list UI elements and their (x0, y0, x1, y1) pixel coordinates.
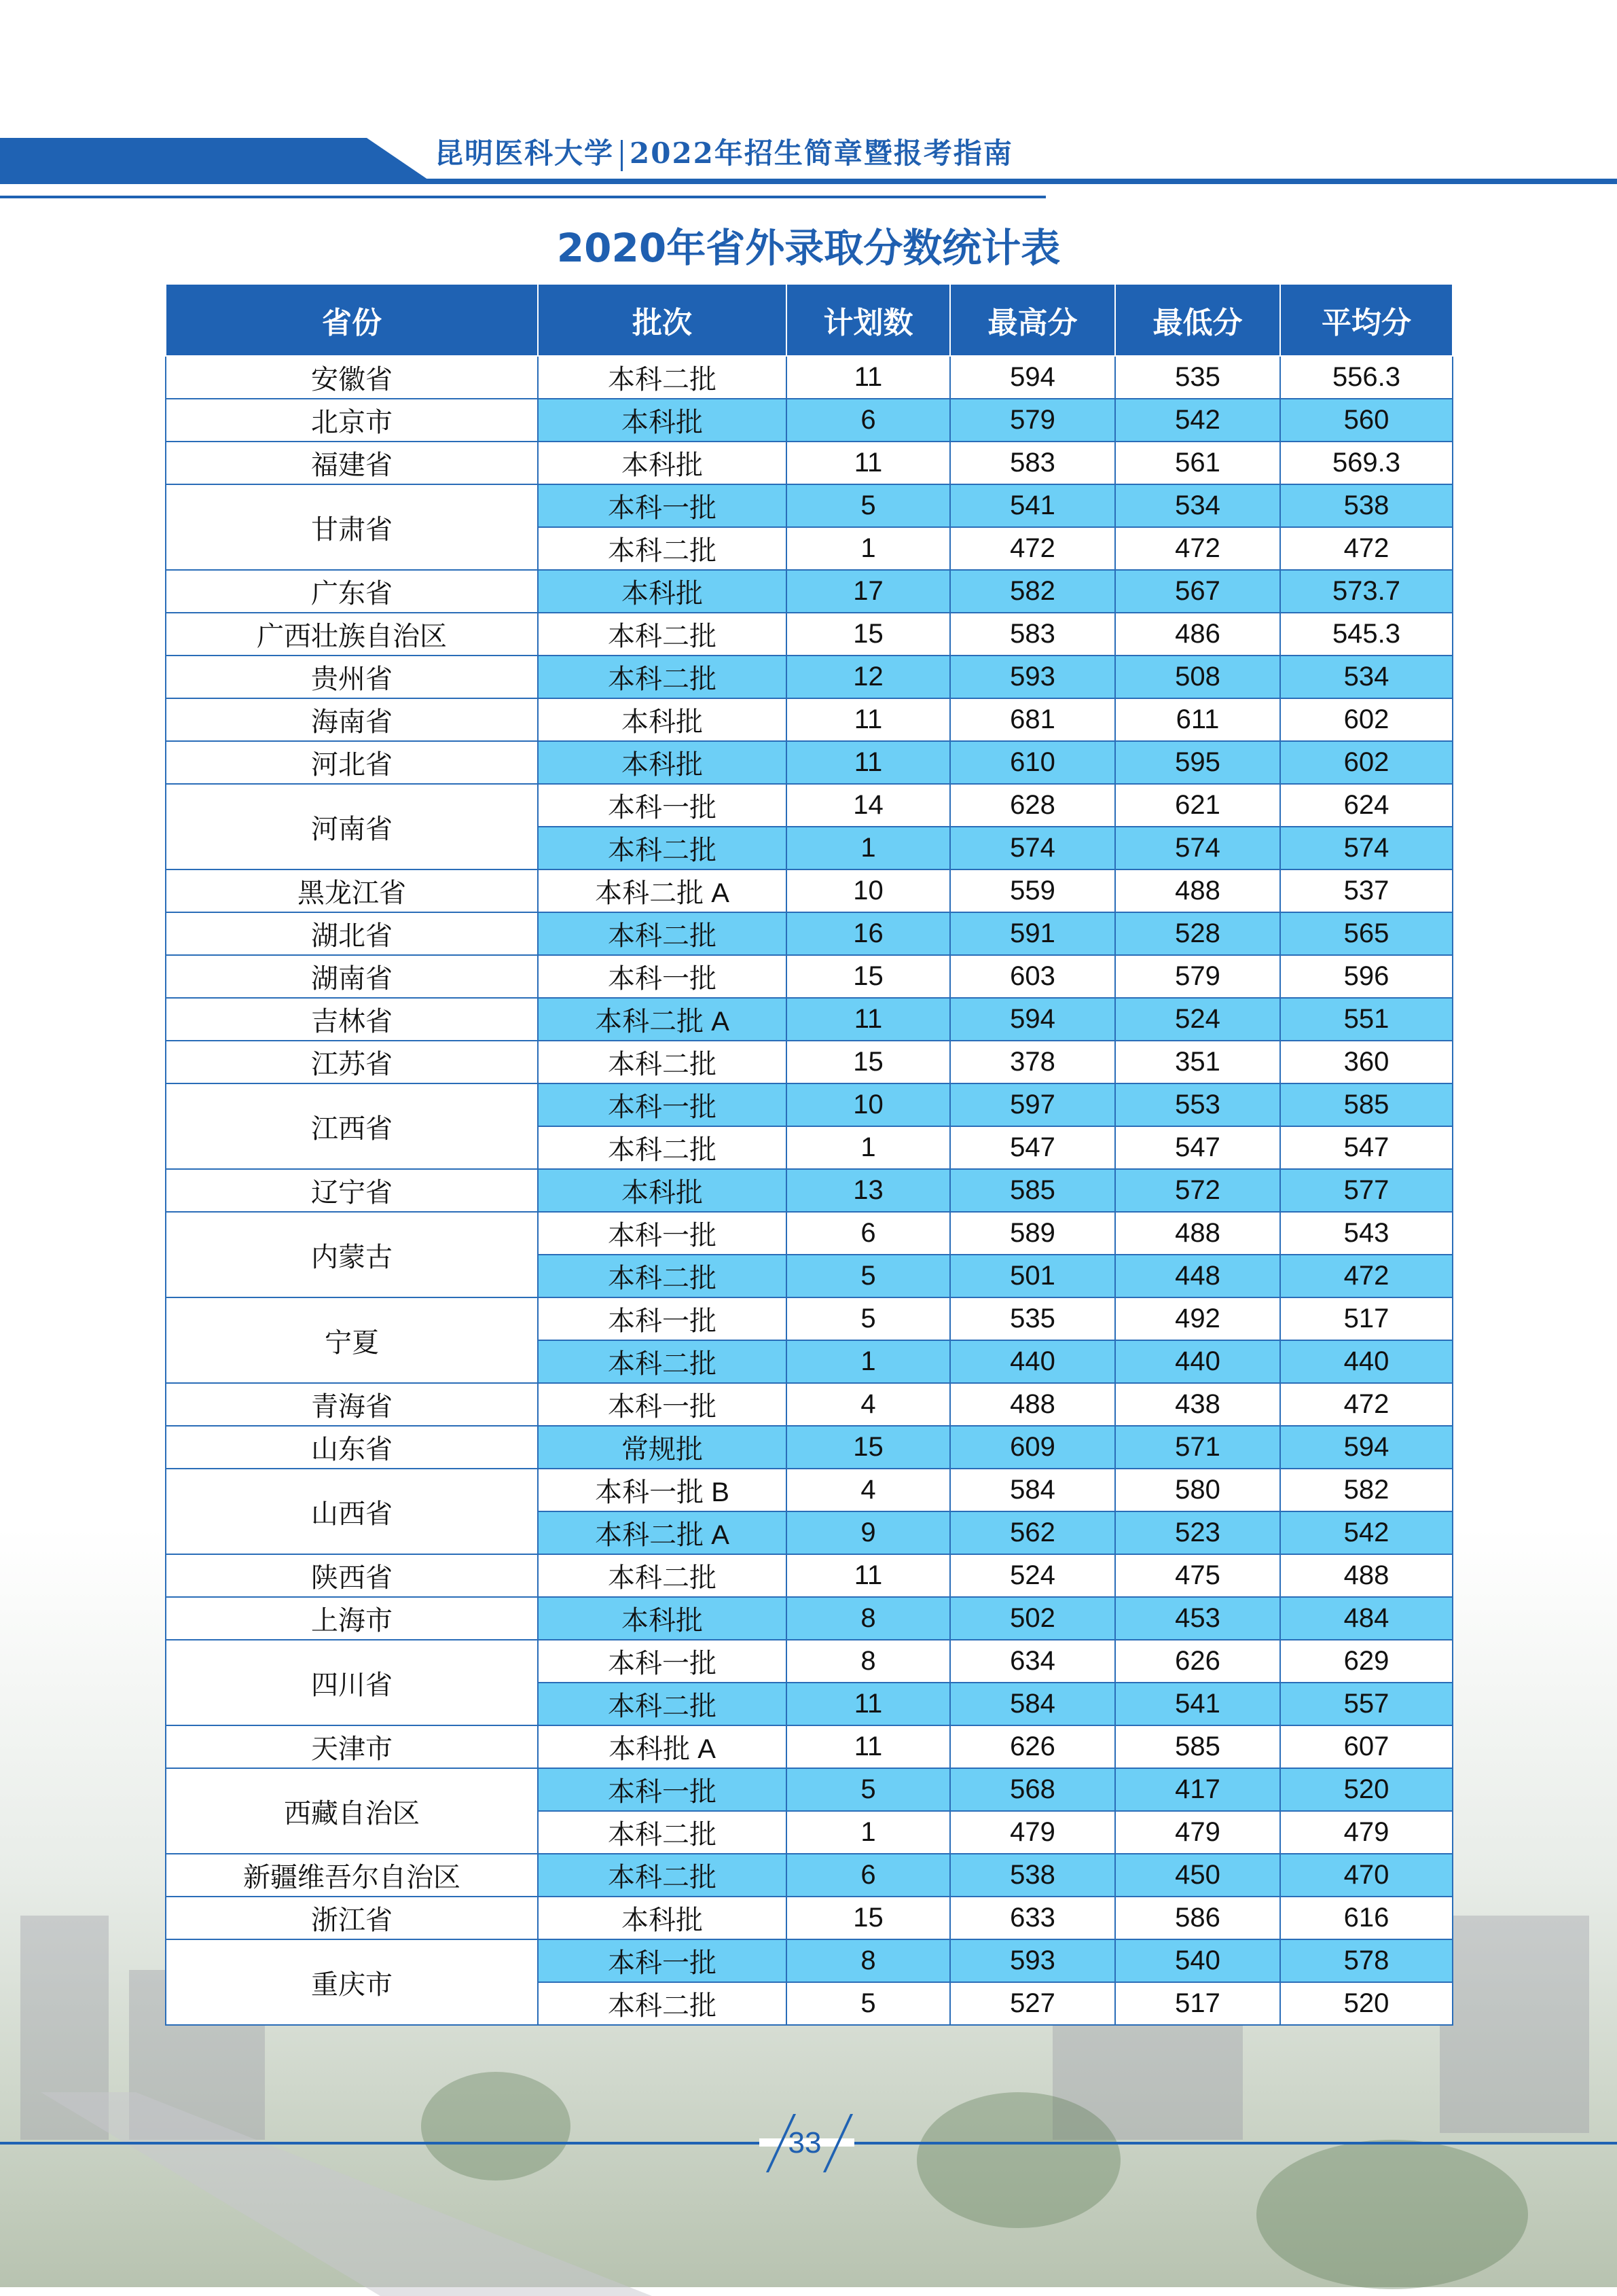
cell-plan: 1 (786, 527, 950, 570)
cell-plan: 11 (786, 1683, 950, 1725)
table-row (166, 698, 1453, 741)
header-rule-thin (0, 196, 1046, 198)
cell-max: 524 (950, 1554, 1115, 1597)
cell-avg: 542 (1280, 1511, 1453, 1554)
cell-batch: 本科二批 A (538, 869, 786, 912)
cell-max: 501 (950, 1255, 1115, 1297)
cell-province: 江西省 (166, 1083, 538, 1169)
table-row (166, 1297, 1453, 1340)
cell-plan: 4 (786, 1383, 950, 1426)
cell-min: 572 (1115, 1169, 1280, 1212)
cell-min: 488 (1115, 1212, 1280, 1255)
col-header-avg: 平均分 (1280, 284, 1453, 356)
cell-plan: 1 (786, 1126, 950, 1169)
cell-province: 贵州省 (166, 656, 538, 698)
background-tree (421, 2072, 570, 2181)
cell-avg: 479 (1280, 1811, 1453, 1854)
cell-min: 542 (1115, 399, 1280, 442)
cell-batch: 本科二批 (538, 613, 786, 656)
table-row (166, 1597, 1453, 1640)
cell-avg: 484 (1280, 1597, 1453, 1640)
table-title: 2020年省外录取分数统计表 (556, 225, 1061, 271)
cell-max: 527 (950, 1982, 1115, 2025)
cell-avg: 557 (1280, 1683, 1453, 1725)
cell-min: 553 (1115, 1083, 1280, 1126)
cell-province: 四川省 (166, 1640, 538, 1725)
cell-max: 593 (950, 1939, 1115, 1982)
cell-max: 634 (950, 1640, 1115, 1683)
cell-batch: 本科批 (538, 741, 786, 784)
cell-max: 585 (950, 1169, 1115, 1212)
header-separator (621, 140, 623, 171)
table-row (166, 656, 1453, 698)
table-row (166, 998, 1453, 1041)
cell-avg: 607 (1280, 1725, 1453, 1768)
table-row (166, 570, 1453, 613)
cell-batch: 本科批 (538, 1897, 786, 1939)
cell-max: 583 (950, 613, 1115, 656)
cell-min: 486 (1115, 613, 1280, 656)
cell-min: 475 (1115, 1554, 1280, 1597)
cell-avg: 616 (1280, 1897, 1453, 1939)
cell-min: 440 (1115, 1340, 1280, 1383)
cell-plan: 15 (786, 1041, 950, 1083)
cell-batch: 本科二批 (538, 1126, 786, 1169)
table-row (166, 1640, 1453, 1683)
cell-avg: 624 (1280, 784, 1453, 827)
table-row (166, 1041, 1453, 1083)
cell-min: 579 (1115, 955, 1280, 998)
table-row (166, 784, 1453, 827)
cell-plan: 1 (786, 827, 950, 869)
background-tree (1256, 2140, 1528, 2289)
table-row (166, 1854, 1453, 1897)
cell-avg: 582 (1280, 1469, 1453, 1511)
cell-avg: 538 (1280, 484, 1453, 527)
cell-plan: 6 (786, 1854, 950, 1897)
cell-province: 湖南省 (166, 955, 538, 998)
cell-province: 山西省 (166, 1469, 538, 1554)
cell-max: 628 (950, 784, 1115, 827)
cell-province: 江苏省 (166, 1041, 538, 1083)
cell-min: 595 (1115, 741, 1280, 784)
table-header-row (166, 284, 1453, 356)
cell-max: 681 (950, 698, 1115, 741)
header-tab (0, 138, 435, 184)
brochure-title: 2022年招生简章暨报考指南 (630, 137, 1013, 170)
background-tree (917, 2092, 1121, 2228)
table-row (166, 613, 1453, 656)
cell-min: 571 (1115, 1426, 1280, 1469)
cell-avg: 594 (1280, 1426, 1453, 1469)
header-rule-thick (0, 179, 1617, 184)
cell-avg: 472 (1280, 1255, 1453, 1297)
table-row (166, 1212, 1453, 1255)
cell-batch: 本科二批 (538, 1683, 786, 1725)
cell-plan: 14 (786, 784, 950, 827)
table-row (166, 1469, 1453, 1511)
cell-batch: 本科二批 (538, 527, 786, 570)
school-name: 昆明医科大学 (435, 137, 615, 170)
cell-min: 448 (1115, 1255, 1280, 1297)
cell-province: 黑龙江省 (166, 869, 538, 912)
table-row (166, 1939, 1453, 1982)
cell-avg: 577 (1280, 1169, 1453, 1212)
cell-province: 内蒙古 (166, 1212, 538, 1297)
cell-province: 浙江省 (166, 1897, 538, 1939)
cell-avg: 578 (1280, 1939, 1453, 1982)
cell-batch: 本科一批 (538, 1768, 786, 1811)
cell-avg: 585 (1280, 1083, 1453, 1126)
cell-avg: 629 (1280, 1640, 1453, 1683)
background-building (1440, 1916, 1589, 2133)
cell-plan: 10 (786, 1083, 950, 1126)
cell-max: 584 (950, 1683, 1115, 1725)
cell-province: 新疆维吾尔自治区 (166, 1854, 538, 1897)
cell-max: 535 (950, 1297, 1115, 1340)
cell-min: 586 (1115, 1897, 1280, 1939)
cell-plan: 11 (786, 356, 950, 399)
cell-avg: 551 (1280, 998, 1453, 1041)
cell-min: 492 (1115, 1297, 1280, 1340)
cell-batch: 本科批 (538, 698, 786, 741)
cell-min: 479 (1115, 1811, 1280, 1854)
cell-min: 508 (1115, 656, 1280, 698)
cell-max: 568 (950, 1768, 1115, 1811)
cell-plan: 16 (786, 912, 950, 955)
cell-batch: 本科一批 (538, 784, 786, 827)
col-header-max: 最高分 (950, 284, 1115, 356)
cell-batch: 本科批 (538, 1169, 786, 1212)
cell-plan: 15 (786, 955, 950, 998)
cell-max: 562 (950, 1511, 1115, 1554)
cell-province: 上海市 (166, 1597, 538, 1640)
cell-plan: 6 (786, 1212, 950, 1255)
cell-max: 593 (950, 656, 1115, 698)
cell-min: 517 (1115, 1982, 1280, 2025)
cell-province: 陕西省 (166, 1554, 538, 1597)
cell-plan: 15 (786, 1426, 950, 1469)
cell-plan: 8 (786, 1597, 950, 1640)
table-body (166, 356, 1453, 2025)
cell-province: 河南省 (166, 784, 538, 869)
cell-province: 广东省 (166, 570, 538, 613)
table-row (166, 1897, 1453, 1939)
cell-min: 450 (1115, 1854, 1280, 1897)
table-row (166, 356, 1453, 399)
cell-min: 453 (1115, 1597, 1280, 1640)
cell-province: 海南省 (166, 698, 538, 741)
cell-plan: 8 (786, 1939, 950, 1982)
cell-province: 安徽省 (166, 356, 538, 399)
cell-min: 541 (1115, 1683, 1280, 1725)
cell-max: 440 (950, 1340, 1115, 1383)
cell-batch: 本科一批 (538, 1297, 786, 1340)
cell-avg: 602 (1280, 698, 1453, 741)
cell-max: 559 (950, 869, 1115, 912)
cell-batch: 本科二批 (538, 1811, 786, 1854)
cell-province: 北京市 (166, 399, 538, 442)
cell-avg: 472 (1280, 527, 1453, 570)
cell-min: 561 (1115, 442, 1280, 484)
cell-max: 589 (950, 1212, 1115, 1255)
cell-batch: 本科二批 (538, 656, 786, 698)
table-row (166, 484, 1453, 527)
table-row (166, 399, 1453, 442)
cell-min: 438 (1115, 1383, 1280, 1426)
cell-batch: 常规批 (538, 1426, 786, 1469)
cell-batch: 本科二批 (538, 912, 786, 955)
cell-avg: 470 (1280, 1854, 1453, 1897)
cell-plan: 5 (786, 1297, 950, 1340)
col-header-batch: 批次 (538, 284, 786, 356)
cell-max: 609 (950, 1426, 1115, 1469)
cell-province: 福建省 (166, 442, 538, 484)
cell-max: 547 (950, 1126, 1115, 1169)
cell-max: 626 (950, 1725, 1115, 1768)
cell-min: 534 (1115, 484, 1280, 527)
table-row (166, 1725, 1453, 1768)
cell-plan: 11 (786, 1554, 950, 1597)
cell-plan: 15 (786, 613, 950, 656)
cell-max: 378 (950, 1041, 1115, 1083)
cell-plan: 15 (786, 1897, 950, 1939)
cell-batch: 本科二批 A (538, 1511, 786, 1554)
cell-batch: 本科二批 (538, 1554, 786, 1597)
cell-batch: 本科二批 (538, 1982, 786, 2025)
cell-batch: 本科一批 (538, 1212, 786, 1255)
cell-avg: 520 (1280, 1768, 1453, 1811)
table-row (166, 1169, 1453, 1212)
cell-min: 574 (1115, 827, 1280, 869)
cell-batch: 本科二批 (538, 1255, 786, 1297)
cell-min: 567 (1115, 570, 1280, 613)
cell-min: 523 (1115, 1511, 1280, 1554)
cell-plan: 11 (786, 998, 950, 1041)
col-header-province: 省份 (166, 284, 538, 356)
cell-max: 610 (950, 741, 1115, 784)
cell-batch: 本科一批 (538, 484, 786, 527)
cell-plan: 5 (786, 1255, 950, 1297)
cell-max: 594 (950, 998, 1115, 1041)
col-header-min: 最低分 (1115, 284, 1280, 356)
cell-min: 528 (1115, 912, 1280, 955)
cell-avg: 574 (1280, 827, 1453, 869)
cell-province: 宁夏 (166, 1297, 538, 1383)
table-row (166, 1083, 1453, 1126)
table-row (166, 1426, 1453, 1469)
page-number: 33 (788, 2126, 822, 2159)
cell-batch: 本科二批 (538, 1854, 786, 1897)
running-header (435, 133, 1013, 174)
cell-max: 584 (950, 1469, 1115, 1511)
table-row (166, 442, 1453, 484)
cell-plan: 17 (786, 570, 950, 613)
cell-avg: 488 (1280, 1554, 1453, 1597)
cell-plan: 11 (786, 741, 950, 784)
cell-max: 488 (950, 1383, 1115, 1426)
cell-province: 广西壮族自治区 (166, 613, 538, 656)
cell-min: 351 (1115, 1041, 1280, 1083)
cell-province: 天津市 (166, 1725, 538, 1768)
cell-max: 582 (950, 570, 1115, 613)
cell-batch: 本科批 (538, 399, 786, 442)
table-row (166, 1383, 1453, 1426)
cell-min: 488 (1115, 869, 1280, 912)
cell-max: 574 (950, 827, 1115, 869)
table-row (166, 955, 1453, 998)
cell-batch: 本科一批 (538, 1383, 786, 1426)
cell-max: 583 (950, 442, 1115, 484)
cell-plan: 4 (786, 1469, 950, 1511)
cell-min: 611 (1115, 698, 1280, 741)
cell-avg: 520 (1280, 1982, 1453, 2025)
cell-min: 621 (1115, 784, 1280, 827)
cell-avg: 517 (1280, 1297, 1453, 1340)
cell-min: 580 (1115, 1469, 1280, 1511)
cell-min: 626 (1115, 1640, 1280, 1683)
cell-batch: 本科二批 (538, 827, 786, 869)
cell-province: 西藏自治区 (166, 1768, 538, 1854)
cell-plan: 10 (786, 869, 950, 912)
cell-batch: 本科二批 (538, 356, 786, 399)
cell-plan: 5 (786, 1768, 950, 1811)
cell-avg: 565 (1280, 912, 1453, 955)
cell-plan: 13 (786, 1169, 950, 1212)
cell-avg: 545.3 (1280, 613, 1453, 656)
cell-province: 河北省 (166, 741, 538, 784)
cell-avg: 573.7 (1280, 570, 1453, 613)
cell-min: 535 (1115, 356, 1280, 399)
cell-avg: 472 (1280, 1383, 1453, 1426)
cell-batch: 本科批 A (538, 1725, 786, 1768)
cell-max: 502 (950, 1597, 1115, 1640)
cell-plan: 1 (786, 1340, 950, 1383)
cell-plan: 11 (786, 698, 950, 741)
cell-plan: 6 (786, 399, 950, 442)
cell-min: 472 (1115, 527, 1280, 570)
cell-batch: 本科二批 (538, 1041, 786, 1083)
table-row (166, 1768, 1453, 1811)
cell-avg: 440 (1280, 1340, 1453, 1383)
cell-avg: 569.3 (1280, 442, 1453, 484)
cell-avg: 602 (1280, 741, 1453, 784)
cell-province: 青海省 (166, 1383, 538, 1426)
cell-province: 重庆市 (166, 1939, 538, 2025)
cell-province: 吉林省 (166, 998, 538, 1041)
cell-max: 479 (950, 1811, 1115, 1854)
cell-avg: 537 (1280, 869, 1453, 912)
cell-batch: 本科一批 B (538, 1469, 786, 1511)
cell-province: 甘肃省 (166, 484, 538, 570)
cell-max: 594 (950, 356, 1115, 399)
cell-batch: 本科二批 (538, 1340, 786, 1383)
cell-max: 603 (950, 955, 1115, 998)
cell-max: 538 (950, 1854, 1115, 1897)
cell-plan: 11 (786, 442, 950, 484)
cell-min: 540 (1115, 1939, 1280, 1982)
cell-province: 辽宁省 (166, 1169, 538, 1212)
cell-plan: 9 (786, 1511, 950, 1554)
cell-avg: 360 (1280, 1041, 1453, 1083)
cell-max: 472 (950, 527, 1115, 570)
table-row (166, 1554, 1453, 1597)
cell-batch: 本科二批 A (538, 998, 786, 1041)
cell-avg: 543 (1280, 1212, 1453, 1255)
cell-batch: 本科一批 (538, 1083, 786, 1126)
cell-batch: 本科批 (538, 1597, 786, 1640)
cell-batch: 本科一批 (538, 1640, 786, 1683)
cell-min: 524 (1115, 998, 1280, 1041)
cell-avg: 534 (1280, 656, 1453, 698)
cell-province: 山东省 (166, 1426, 538, 1469)
cell-avg: 547 (1280, 1126, 1453, 1169)
cell-batch: 本科批 (538, 570, 786, 613)
cell-max: 579 (950, 399, 1115, 442)
table-row (166, 912, 1453, 955)
cell-batch: 本科一批 (538, 955, 786, 998)
cell-min: 417 (1115, 1768, 1280, 1811)
table-row (166, 741, 1453, 784)
cell-plan: 8 (786, 1640, 950, 1683)
cell-province: 湖北省 (166, 912, 538, 955)
cell-max: 597 (950, 1083, 1115, 1126)
cell-max: 633 (950, 1897, 1115, 1939)
cell-min: 547 (1115, 1126, 1280, 1169)
cell-avg: 556.3 (1280, 356, 1453, 399)
cell-max: 591 (950, 912, 1115, 955)
cell-avg: 596 (1280, 955, 1453, 998)
score-table-wrapper (165, 283, 1452, 2026)
cell-plan: 11 (786, 1725, 950, 1768)
table-row (166, 869, 1453, 912)
cell-batch: 本科一批 (538, 1939, 786, 1982)
score-table (165, 283, 1453, 2026)
cell-batch: 本科批 (538, 442, 786, 484)
col-header-plan: 计划数 (786, 284, 950, 356)
cell-min: 585 (1115, 1725, 1280, 1768)
cell-plan: 5 (786, 1982, 950, 2025)
cell-plan: 1 (786, 1811, 950, 1854)
cell-max: 541 (950, 484, 1115, 527)
cell-plan: 5 (786, 484, 950, 527)
cell-avg: 560 (1280, 399, 1453, 442)
cell-plan: 12 (786, 656, 950, 698)
